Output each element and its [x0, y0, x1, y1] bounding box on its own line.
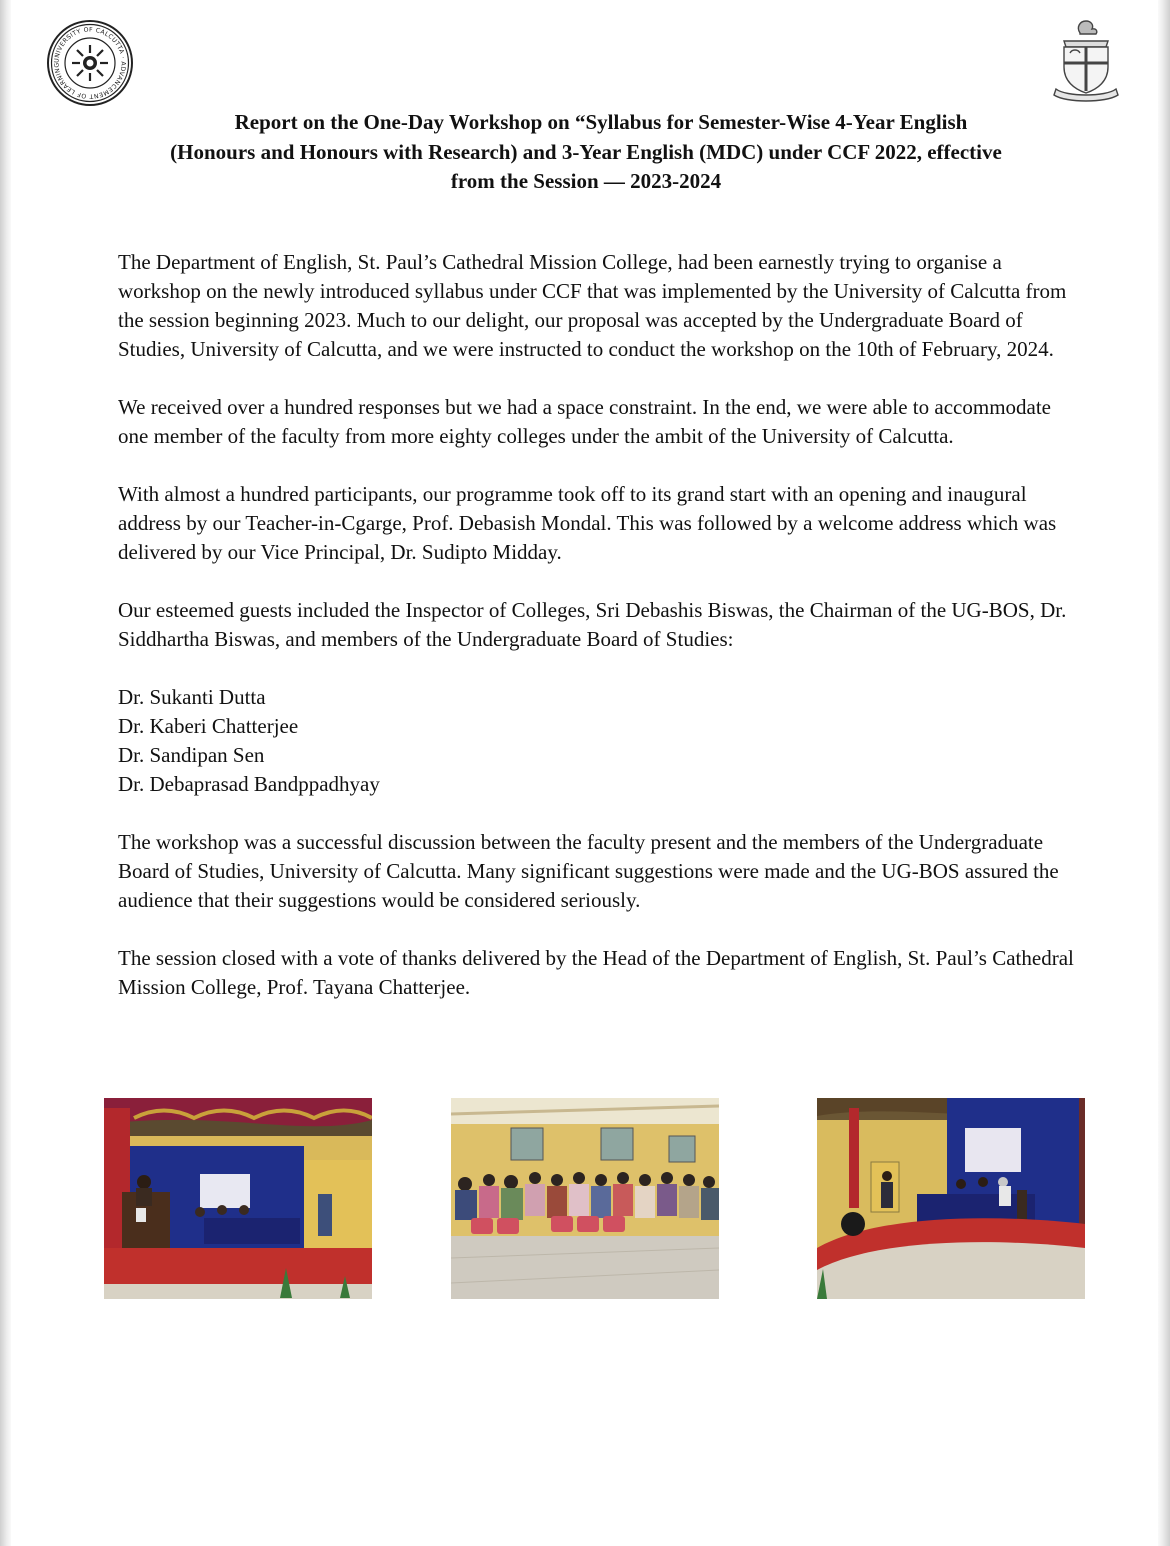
- audience-photo: [451, 1098, 719, 1299]
- college-crest-icon: [1050, 19, 1122, 105]
- paragraph-responses: We received over a hundred responses but we had a space constraint. In the end, we were able to accommodate one member of the faculty from more eighty colleges under the ambit of the University of Calcutta.: [118, 395, 1052, 448]
- university-seal-icon: [46, 19, 134, 107]
- page-edge-left: [0, 0, 11, 1546]
- paragraph-discussion: The workshop was a successful discussion between the faculty present and the members of the Undergraduate Board of Studies, University of Calcutta. Many significant suggestions were made and the UG-BOS assured the audience that their suggestions would be considered seriously.: [118, 830, 1059, 912]
- title-line-3: from the Session — 2023-2024: [450, 169, 722, 193]
- paragraph-opening: With almost a hundred participants, our programme took off to its grand start with an opening and inaugural address by our Teacher-in-Cgarge, Prof. Debasish Mondal. This was followed by a welcome address which was delivered by our Vice Principal, Dr. Sudipto Midday.: [118, 482, 1057, 564]
- paragraph-closing: The session closed with a vote of thanks delivered by the Head of the Department of English, St. Paul’s Cathedral Mission College, Prof. Tayana Chatterjee.: [118, 946, 1074, 999]
- paragraph-guests: Our esteemed guests included the Inspector of Colleges, Sri Debashis Biswas, the Chairman of the UG-BOS, Dr. Siddhartha Biswas, and members of the Undergraduate Board of Studies:: [118, 598, 1067, 651]
- board-members-list: [118, 683, 1078, 799]
- page-edge-right: [1158, 0, 1170, 1546]
- list-item: Dr. Sukanti Dutta: [118, 685, 266, 709]
- stage-speaker-photo: [104, 1098, 372, 1299]
- panel-stage-photo: [817, 1098, 1085, 1299]
- report-body: [118, 248, 1078, 1031]
- paragraph-intro: The Department of English, St. Paul’s Cathedral Mission College, had been earnestly trying to organise a workshop on the newly introduced syllabus under CCF that was implemented by the University of Calcutta from the session beginning 2023. Much to our delight, our proposal was accepted by the Undergraduate Board of Studies, University of Calcutta, and we were instructed to conduct the workshop on the 10th of February, 2024.: [118, 250, 1067, 361]
- title-line-2: (Honours and Honours with Research) and 3-Year English (MDC) under CCF 2022, effective: [170, 139, 1002, 164]
- report-title: [96, 108, 1076, 197]
- list-item: Dr. Kaberi Chatterjee: [118, 714, 299, 738]
- seal-text: UNIVERSITY OF CALCUTTA · ADVANCEMENT OF LEARNING: [53, 26, 127, 100]
- list-item: Dr. Sandipan Sen: [118, 743, 265, 767]
- list-item: Dr. Debaprasad Bandppadhyay: [118, 772, 380, 796]
- title-line-1: Report on the One-Day Workshop on “Syllabus for Semester-Wise 4-Year English: [234, 110, 968, 134]
